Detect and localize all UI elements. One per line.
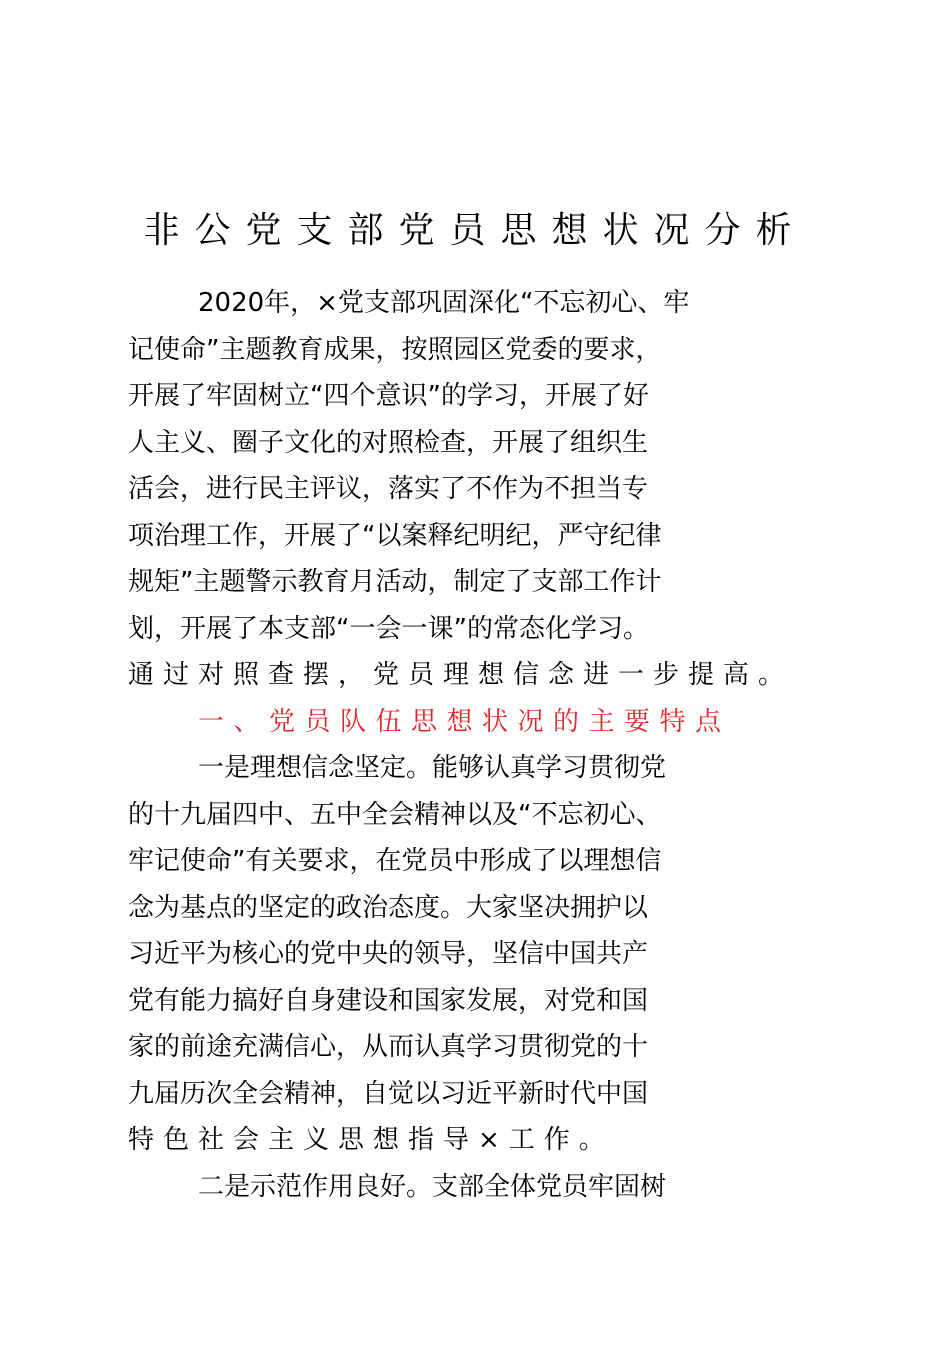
paragraph-line: 的十九届四中、五中全会精神以及“不忘初心、 xyxy=(128,799,662,830)
paragraph-line: 人主义、圈子文化的对照检查，开展了组织生 xyxy=(128,427,649,458)
paragraph-line: 牢记使命”有关要求，在党员中形成了以理想信 xyxy=(128,846,662,876)
document-body xyxy=(128,280,826,1210)
paragraph-line: 一是理想信念坚定。能够认真学习贯彻党 xyxy=(198,753,667,783)
paragraph-line: 划，开展了本支部“一会一课”的常态化学习。 xyxy=(128,613,649,644)
paragraph-line: 活会，进行民主评议，落实了不作为不担当专 xyxy=(128,474,649,504)
paragraph-line: 2020年，×党支部巩固深化“不忘初心、牢 xyxy=(198,288,690,318)
paragraph-line: 特色社会主义思想指导×工作。 xyxy=(128,1125,614,1155)
paragraph-line: 记使命”主题教育成果，按照园区党委的要求， xyxy=(128,334,662,365)
paragraph-line: 念为基点的坚定的政治态度。大家坚决拥护以 xyxy=(128,892,649,923)
paragraph-line: 通过对照查摆，党员理想信念进一步提高。 xyxy=(128,660,794,690)
paragraph-line: 习近平为核心的党中央的领导，坚信中国共产 xyxy=(128,939,649,969)
paragraph-line: 项治理工作，开展了“以案释纪明纪，严守纪律 xyxy=(128,520,662,551)
paragraph-line: 党有能力搞好自身建设和国家发展，对党和国 xyxy=(128,985,649,1016)
paragraph-line: 开展了牢固树立“四个意识”的学习，开展了好 xyxy=(128,381,649,411)
document-title: 非公党支部党员思想状况分析 xyxy=(143,210,807,251)
paragraph-line: 家的前途充满信心，从而认真学习贯彻党的十 xyxy=(128,1032,649,1062)
paragraph-line: 规矩”主题警示教育月活动，制定了支部工作计 xyxy=(128,567,662,597)
section-heading: 一、党员队伍思想状况的主要特点 xyxy=(198,706,731,737)
paragraph-line: 二是示范作用良好。支部全体党员牢固树 xyxy=(198,1171,667,1202)
paragraph-line: 九届历次全会精神，自觉以习近平新时代中国 xyxy=(128,1078,649,1109)
